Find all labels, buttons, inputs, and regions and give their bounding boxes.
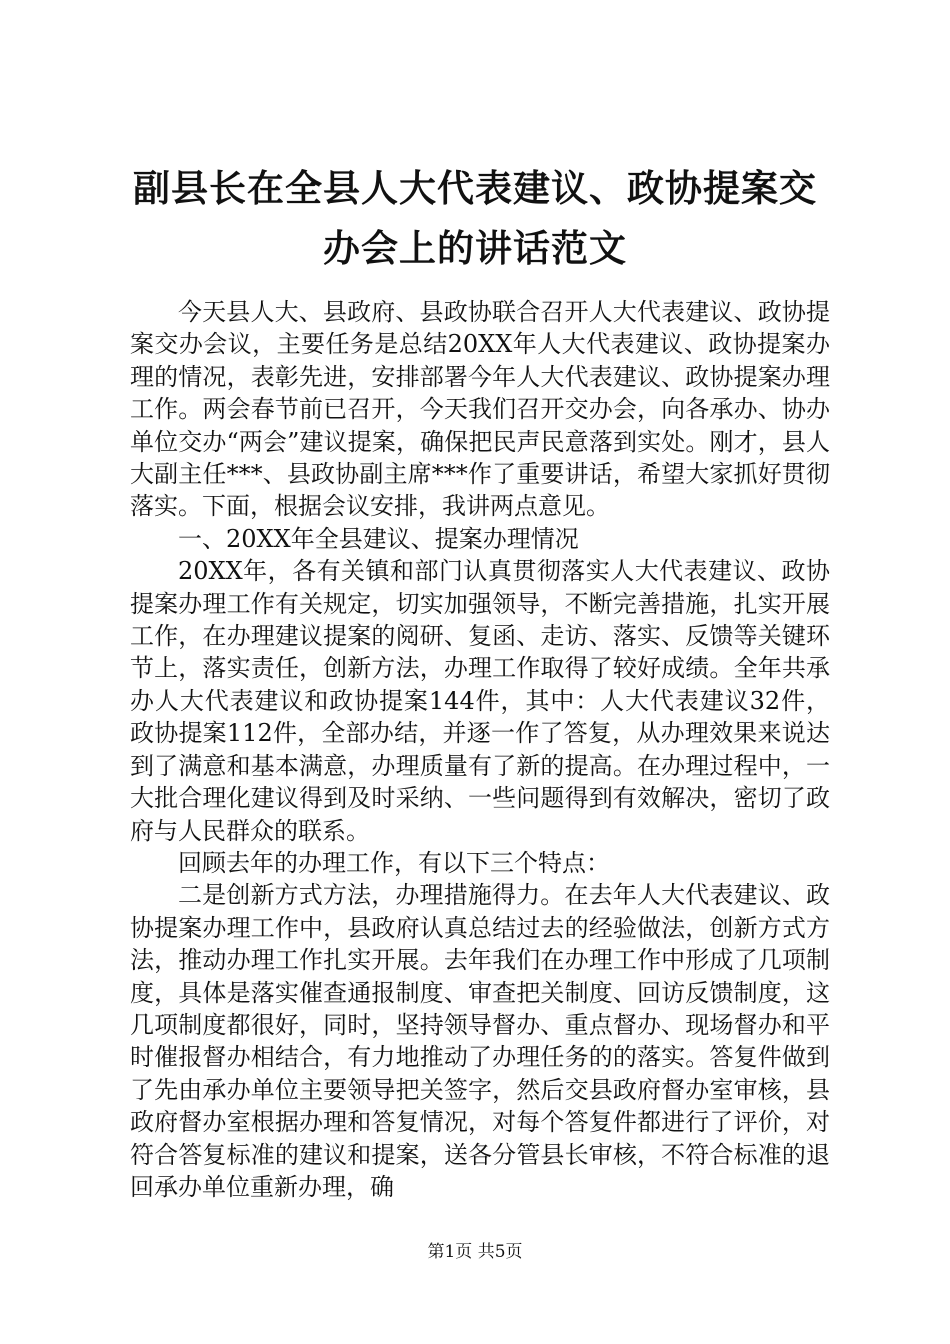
section-heading-1: 一、20XX年全县建议、提案办理情况 (178, 524, 579, 553)
paragraph-intro: 今天县人大、县政府、县政协联合召开人大代表建议、政协提案交办会议，主要任务是总结20XX年人大代表建议、政协提案办理的情况，表彰先进，安排部署今年人大代表建议、政协提案办理工作。两会春节前已召开，今天我们召开交办会，向各承办、协办单位交办“两会”建议提案，确保把民声民意落到实处。刚才，县人大副主任***、县政协副主席***作了重要讲话，希望大家抓好贯彻落实。下面，根据会议安排，我讲两点意见。 (130, 298, 830, 521)
paragraph-feature-two: 二是创新方式方法，办理措施得力。在去年人大代表建议、政协提案办理工作中，县政府认真总结过去的经验做法，创新方式方法，推动办理工作扎实开展。去年我们在办理工作中形成了几项制度，具体是落实催查通报制度、审查把关制度、回访反馈制度，这几项制度都很好，同时，坚持领导督办、重点督办、现场督办和平时催报督办相结合，有力地推动了办理任务的的落实。答复件做到了先由承办单位主要领导把关签字，然后交县政府督办室审核，县政府督办室根据办理和答复情况，对每个答复件都进行了评价，对符合答复标准的建议和提案，送各分管县长审核，不符合标准的退回承办单位重新办理，确 (130, 881, 830, 1201)
paragraph-features-intro: 回顾去年的办理工作，有以下三个特点： (178, 848, 610, 877)
document-title: 副县长在全县人大代表建议、政协提案交办会上的讲话范文 (133, 166, 817, 270)
paragraph-summary: 20XX年，各有关镇和部门认真贯彻落实人大代表建议、政协提案办理工作有关规定，切实加强领导，不断完善措施，扎实开展工作，在办理建议提案的阅研、复函、走访、落实、反馈等关键环节上，落实责任，创新方法，办理工作取得了较好成绩。全年共承办人大代表建议和政协提案144件，其中：人大代表建议32件，政协提案112件，全部办结，并逐一作了答复，从办理效果来说达到了满意和基本满意，办理质量有了新的提高。在办理过程中，一大批合理化建议得到及时采纳、一些问题得到有效解决，密切了政府与人民群众的联系。 (130, 557, 830, 845)
document-body (130, 296, 830, 1203)
page-footer: 第1页 共5页 (427, 1242, 523, 1262)
